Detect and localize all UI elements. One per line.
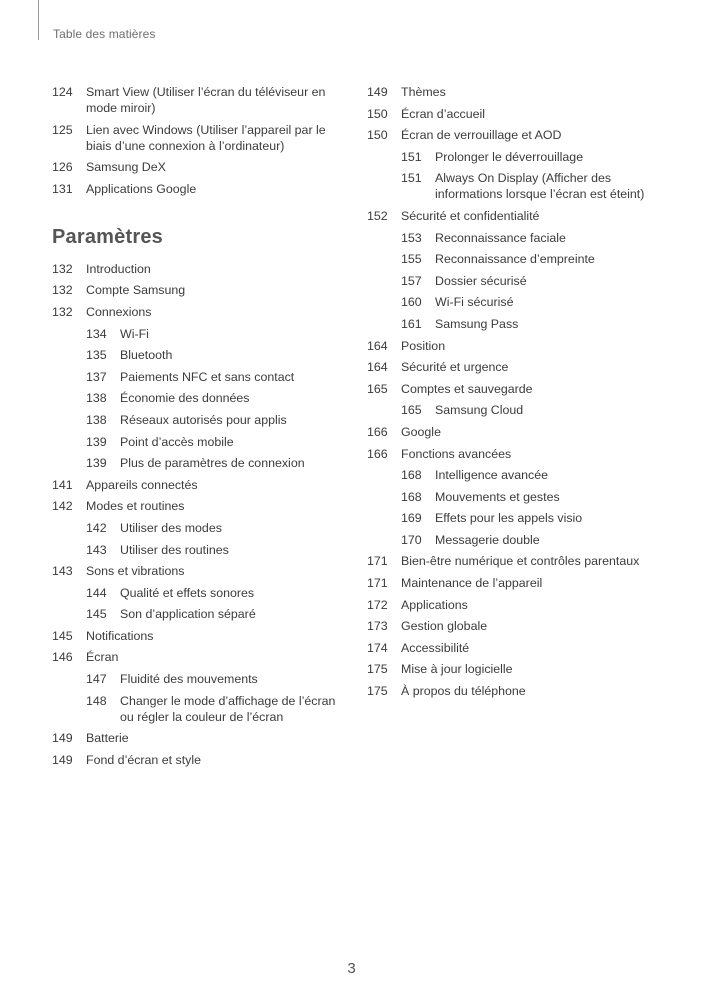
toc-page-number: 142: [86, 520, 107, 535]
toc-page-number: 143: [86, 542, 107, 557]
toc-entry-title: Always On Display (Afficher des informations lorsque l’écran est éteint): [435, 171, 645, 202]
toc-page-number: 143: [52, 564, 73, 579]
toc-page-number: 124: [52, 85, 73, 99]
toc-page-number: 164: [367, 360, 388, 375]
toc-entry[interactable]: [52, 628, 342, 644]
toc-page-number: 146: [52, 650, 73, 665]
toc-entry-title: Samsung Cloud: [435, 403, 524, 418]
toc-entry[interactable]: [52, 563, 342, 579]
toc-page-number: 134: [86, 326, 107, 341]
toc-page-number: 125: [52, 122, 73, 137]
toc-page-number: 170: [401, 532, 422, 547]
toc-entry-title: Wi-Fi sécurisé: [435, 295, 514, 310]
toc-entry-title: Applications Google: [86, 181, 197, 196]
toc-subentry[interactable]: [367, 294, 667, 310]
toc-subentry[interactable]: [367, 273, 667, 289]
toc-entry[interactable]: [52, 159, 342, 175]
toc-page-number: 132: [52, 283, 73, 298]
toc-entry-title: Écran de verrouillage et AOD: [401, 128, 562, 143]
toc-entry-title: Changer le mode d’affichage de l’écran ou régler la couleur de l’écran: [120, 693, 336, 724]
toc-entry-title: Plus de paramètres de connexion: [120, 456, 305, 471]
toc-page-number: 171: [367, 554, 388, 569]
toc-entry-title: Utiliser des modes: [120, 520, 222, 535]
toc-right-column: [367, 84, 667, 705]
toc-entry[interactable]: [367, 575, 667, 591]
toc-entry-title: Gestion globale: [401, 619, 488, 634]
toc-entry-title: Batterie: [86, 731, 129, 746]
toc-entry-title: Son d’application séparé: [120, 607, 256, 622]
toc-page-number: 150: [367, 128, 388, 143]
toc-subentry[interactable]: [367, 316, 667, 332]
toc-entry-title: Qualité et effets sonores: [120, 585, 255, 600]
toc-subentry[interactable]: [52, 326, 342, 342]
toc-entry-title: Reconnaissance d’empreinte: [435, 252, 595, 267]
toc-subentry[interactable]: [52, 693, 342, 725]
toc-page-number: 173: [367, 619, 388, 634]
toc-subentry[interactable]: [52, 390, 342, 406]
toc-entry-title: Sécurité et confidentialité: [401, 208, 540, 223]
toc-entry-title: Comptes et sauvegarde: [401, 381, 533, 396]
toc-subentry[interactable]: [367, 489, 667, 505]
page-number: 3: [347, 960, 356, 977]
toc-subentry[interactable]: [367, 467, 667, 483]
toc-subentry[interactable]: [367, 230, 667, 246]
toc-page-number: 172: [367, 597, 388, 612]
toc-page-number: 137: [86, 369, 107, 384]
toc-entry-title: Modes et routines: [86, 499, 185, 514]
toc-entry[interactable]: [367, 640, 667, 656]
toc-page-number: 135: [86, 348, 107, 363]
toc-entry[interactable]: [367, 424, 667, 440]
toc-entry-title: Sécurité et urgence: [401, 360, 509, 375]
toc-subentry[interactable]: [52, 434, 342, 450]
toc-entry-title: À propos du téléphone: [401, 684, 526, 699]
toc-subentry[interactable]: [52, 347, 342, 363]
toc-subentry[interactable]: [367, 149, 667, 165]
toc-entry-title: Sons et vibrations: [86, 564, 185, 579]
toc-entry[interactable]: [52, 181, 342, 197]
toc-entry-title: Notifications: [86, 628, 154, 643]
toc-entry-title: Google: [401, 424, 441, 439]
toc-page-number: 165: [401, 403, 422, 418]
toc-entry-title: Samsung DeX: [86, 160, 166, 175]
toc-entry[interactable]: [52, 752, 342, 768]
toc-page-number: 161: [401, 316, 422, 331]
toc-entry-title: Accessibilité: [401, 640, 470, 655]
toc-entry-title: Smart View (Utiliser l’écran du téléviseur en mode miroir): [86, 85, 326, 115]
toc-page-number: 155: [401, 252, 422, 267]
toc-entry-title: Fond d’écran et style: [86, 752, 202, 767]
toc-subentry[interactable]: [52, 606, 342, 622]
toc-entry-title: Fluidité des mouvements: [120, 672, 258, 687]
toc-entry[interactable]: [52, 282, 342, 298]
toc-entry-title: Wi-Fi: [120, 326, 149, 341]
toc-entry-title: Prolonger le déverrouillage: [435, 149, 584, 164]
toc-entry[interactable]: [367, 553, 667, 569]
toc-entry-title: Maintenance de l’appareil: [401, 576, 543, 591]
toc-entry[interactable]: [367, 597, 667, 613]
header-title: Table des matières: [53, 27, 156, 41]
toc-entry[interactable]: [367, 359, 667, 375]
toc-entry-title: Compte Samsung: [86, 283, 186, 298]
toc-entry-title: Point d’accès mobile: [120, 434, 234, 449]
toc-page-number: 171: [367, 576, 388, 591]
toc-subentry[interactable]: [52, 455, 342, 471]
toc-entry[interactable]: [367, 84, 667, 100]
toc-page-number: 141: [52, 477, 73, 492]
toc-entry-title: Messagerie double: [435, 532, 540, 547]
toc-page-number: 157: [401, 273, 422, 288]
toc-entry-title: Économie des données: [120, 391, 250, 406]
toc-entry-title: Paiements NFC et sans contact: [120, 369, 295, 384]
toc-entry-title: Bien-être numérique et contrôles parentaux: [401, 554, 640, 569]
toc-subentry[interactable]: [367, 532, 667, 548]
toc-entry-title: Réseaux autorisés pour applis: [120, 412, 287, 427]
toc-entry[interactable]: [52, 122, 342, 154]
toc-entry-title: Applications: [401, 597, 468, 612]
toc-page-number: 131: [52, 181, 73, 196]
toc-page-number: 168: [401, 489, 422, 504]
toc-entry[interactable]: [367, 106, 667, 122]
toc-page-number: 149: [52, 731, 73, 746]
toc-page-number: 164: [367, 338, 388, 353]
toc-entry-title: Fonctions avancées: [401, 446, 512, 461]
toc-page-number: 149: [52, 752, 73, 767]
toc-page-number: 149: [367, 85, 388, 99]
toc-page-number: 166: [367, 446, 388, 461]
header-divider: [38, 0, 39, 40]
toc-entry[interactable]: [367, 338, 667, 354]
toc-subentry[interactable]: [367, 251, 667, 267]
toc-page-number: 152: [367, 208, 388, 223]
toc-entry[interactable]: [52, 261, 342, 277]
toc-entry-title: Lien avec Windows (Utiliser l’appareil par le biais d’une connexion à l’ordinateur): [86, 122, 326, 153]
toc-page-number: 145: [86, 607, 107, 622]
toc-entry-title: Utiliser des routines: [120, 542, 229, 557]
toc-left-column: [52, 84, 342, 773]
toc-page-number: 142: [52, 499, 73, 514]
toc-entry[interactable]: [367, 618, 667, 634]
toc-page-number: 151: [401, 171, 422, 186]
toc-entry[interactable]: [367, 127, 667, 143]
toc-left-top-list: [52, 84, 342, 197]
toc-subentry[interactable]: [52, 412, 342, 428]
toc-subentry[interactable]: [52, 520, 342, 536]
toc-page-number: 160: [401, 295, 422, 310]
toc-entry-title: Reconnaissance faciale: [435, 230, 566, 245]
toc-entry[interactable]: [52, 649, 342, 665]
toc-entry-title: Samsung Pass: [435, 316, 519, 331]
toc-subentry[interactable]: [367, 510, 667, 526]
toc-page-number: 132: [52, 304, 73, 319]
toc-page-number: 151: [401, 149, 422, 164]
toc-subentry[interactable]: [52, 369, 342, 385]
toc-page-number: 174: [367, 640, 388, 655]
toc-entry[interactable]: [367, 683, 667, 699]
toc-entry-title: Bluetooth: [120, 348, 173, 363]
toc-page-number: 150: [367, 106, 388, 121]
toc-subentry[interactable]: [367, 170, 667, 202]
toc-page-number: 166: [367, 424, 388, 439]
toc-entry[interactable]: [367, 381, 667, 397]
toc-page-number: 132: [52, 261, 73, 276]
toc-page-number: 139: [86, 456, 107, 471]
toc-entry[interactable]: [367, 661, 667, 677]
toc-entry-title: Position: [401, 338, 446, 353]
toc-page-number: 175: [367, 662, 388, 677]
toc-page-number: 175: [367, 684, 388, 699]
toc-entry[interactable]: [52, 84, 342, 116]
toc-entry-title: Dossier sécurisé: [435, 273, 527, 288]
toc-entry[interactable]: [52, 730, 342, 746]
toc-page-number: 165: [367, 381, 388, 396]
toc-subentry[interactable]: [52, 542, 342, 558]
toc-entry[interactable]: [52, 304, 342, 320]
toc-subentry[interactable]: [52, 671, 342, 687]
toc-page-number: 145: [52, 628, 73, 643]
toc-page-number: 138: [86, 391, 107, 406]
toc-entry-title: Mise à jour logicielle: [401, 662, 513, 677]
toc-entry-title: Appareils connectés: [86, 477, 198, 492]
toc-left-section-list: [52, 261, 342, 768]
toc-entry-title: Écran d’accueil: [401, 106, 486, 121]
toc-entry-title: Introduction: [86, 261, 151, 276]
toc-entry[interactable]: [52, 498, 342, 514]
toc-page-number: 168: [401, 468, 422, 483]
toc-right-list: [367, 84, 667, 699]
toc-entry[interactable]: [367, 446, 667, 462]
toc-subentry[interactable]: [52, 585, 342, 601]
toc-page-number: 126: [52, 160, 73, 175]
toc-page-number: 139: [86, 434, 107, 449]
toc-entry-title: Effets pour les appels visio: [435, 511, 583, 526]
toc-page-number: 147: [86, 672, 107, 687]
toc-entry-title: Thèmes: [401, 85, 446, 99]
toc-subentry[interactable]: [367, 402, 667, 418]
toc-page-number: 153: [401, 230, 422, 245]
toc-entry[interactable]: [367, 208, 667, 224]
toc-entry[interactable]: [52, 477, 342, 493]
toc-page-number: 169: [401, 511, 422, 526]
section-title-parametres: Paramètres: [52, 225, 163, 248]
toc-entry-title: Connexions: [86, 304, 152, 319]
toc-entry-title: Mouvements et gestes: [435, 489, 560, 504]
toc-page-number: 144: [86, 585, 107, 600]
toc-page-number: 138: [86, 412, 107, 427]
toc-entry-title: Intelligence avancée: [435, 468, 548, 483]
toc-page-number: 148: [86, 693, 107, 708]
toc-entry-title: Écran: [86, 650, 119, 665]
